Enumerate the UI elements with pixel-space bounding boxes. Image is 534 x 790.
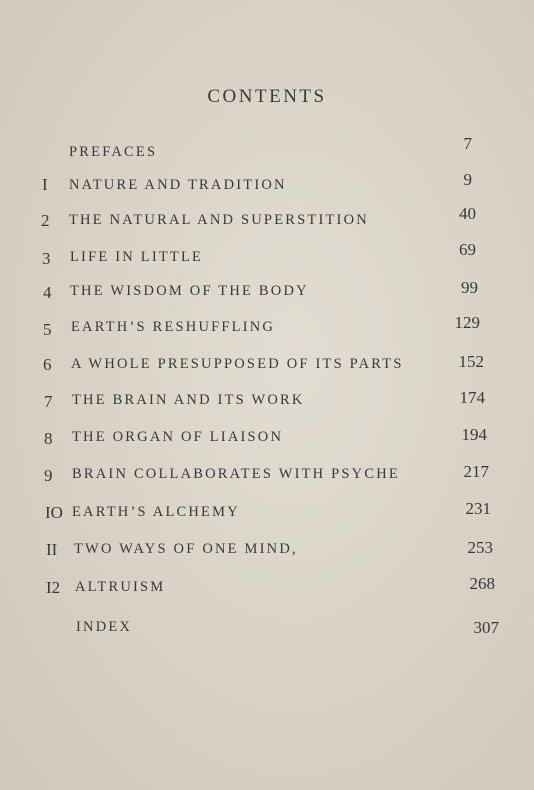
toc-entry-prefaces: [0, 134, 534, 166]
toc-entry-7: [0, 388, 534, 416]
toc-entry-index: [0, 619, 534, 643]
toc-entry-title: THE WISDOM OF THE BODY: [70, 283, 309, 299]
toc-entry-page: 69: [459, 240, 476, 259]
toc-entry-number: II: [46, 540, 58, 559]
toc-entry-page: 152: [458, 352, 484, 371]
toc-entry-number: 9: [44, 466, 53, 485]
toc-entry-number: 7: [44, 392, 53, 411]
toc-entry-9: [0, 462, 534, 490]
toc-entry-number: I: [42, 175, 48, 194]
toc-entry-page: 307: [473, 618, 499, 637]
toc-entry-page: 194: [461, 425, 487, 444]
toc-entry-title: LIFE IN LITTLE: [70, 249, 204, 265]
toc-entry-page: 7: [463, 134, 472, 153]
toc-entry-6: [0, 352, 534, 379]
toc-entry-title: TWO WAYS OF ONE MIND,: [74, 541, 298, 557]
toc-entry-page: 268: [469, 574, 495, 593]
toc-entry-title: EARTH’S RESHUFFLING: [71, 319, 276, 335]
toc-entry-page: 253: [467, 538, 493, 557]
toc-entry-title: THE NATURAL AND SUPERSTITION: [69, 212, 369, 228]
toc-entry-page: 99: [461, 278, 478, 297]
toc-entry-page: 217: [463, 462, 489, 481]
toc-entry-number: I2: [46, 578, 61, 597]
toc-entry-title: ALTRUISM: [75, 579, 166, 595]
toc-entry-title: PREFACES: [69, 144, 158, 160]
toc-entry-number: 5: [43, 320, 52, 339]
toc-entry-title: INDEX: [76, 619, 133, 635]
toc-entry-12: [0, 574, 534, 603]
toc-entry-title: NATURE AND TRADITION: [69, 177, 287, 193]
toc-entry-title: THE BRAIN AND ITS WORK: [72, 392, 305, 408]
toc-entry-title: A WHOLE PRESUPPOSED OF ITS PARTS: [71, 356, 404, 372]
toc-entry-number: 2: [41, 211, 50, 230]
toc-entry-number: 4: [43, 283, 52, 302]
toc-entry-1: [0, 170, 534, 199]
toc-entry-2: [0, 204, 534, 234]
toc-entry-11: [0, 538, 534, 565]
toc-entry-number: 8: [44, 429, 53, 448]
toc-entry-5: [0, 313, 534, 343]
toc-entry-number: 3: [42, 249, 51, 268]
toc-entry-page: 174: [459, 388, 485, 407]
contents-heading: CONTENTS: [207, 86, 327, 107]
toc-entry-page: 40: [459, 204, 476, 223]
toc-entry-title: EARTH’S ALCHEMY: [72, 504, 240, 520]
toc-entry-8: [0, 425, 534, 453]
toc-entry-page: 9: [463, 170, 472, 189]
toc-entry-page: 129: [454, 313, 480, 332]
toc-entry-title: THE ORGAN OF LIAISON: [72, 429, 284, 445]
toc-entry-title: BRAIN COLLABORATES WITH PSYCHE: [72, 466, 400, 482]
toc-entry-3: [0, 240, 534, 272]
toc-entry-4: [0, 278, 534, 307]
toc-entry-number: IO: [45, 503, 63, 522]
toc-entry-page: 231: [465, 499, 491, 518]
toc-entry-10: [0, 499, 534, 527]
toc-entry-number: 6: [43, 355, 52, 374]
